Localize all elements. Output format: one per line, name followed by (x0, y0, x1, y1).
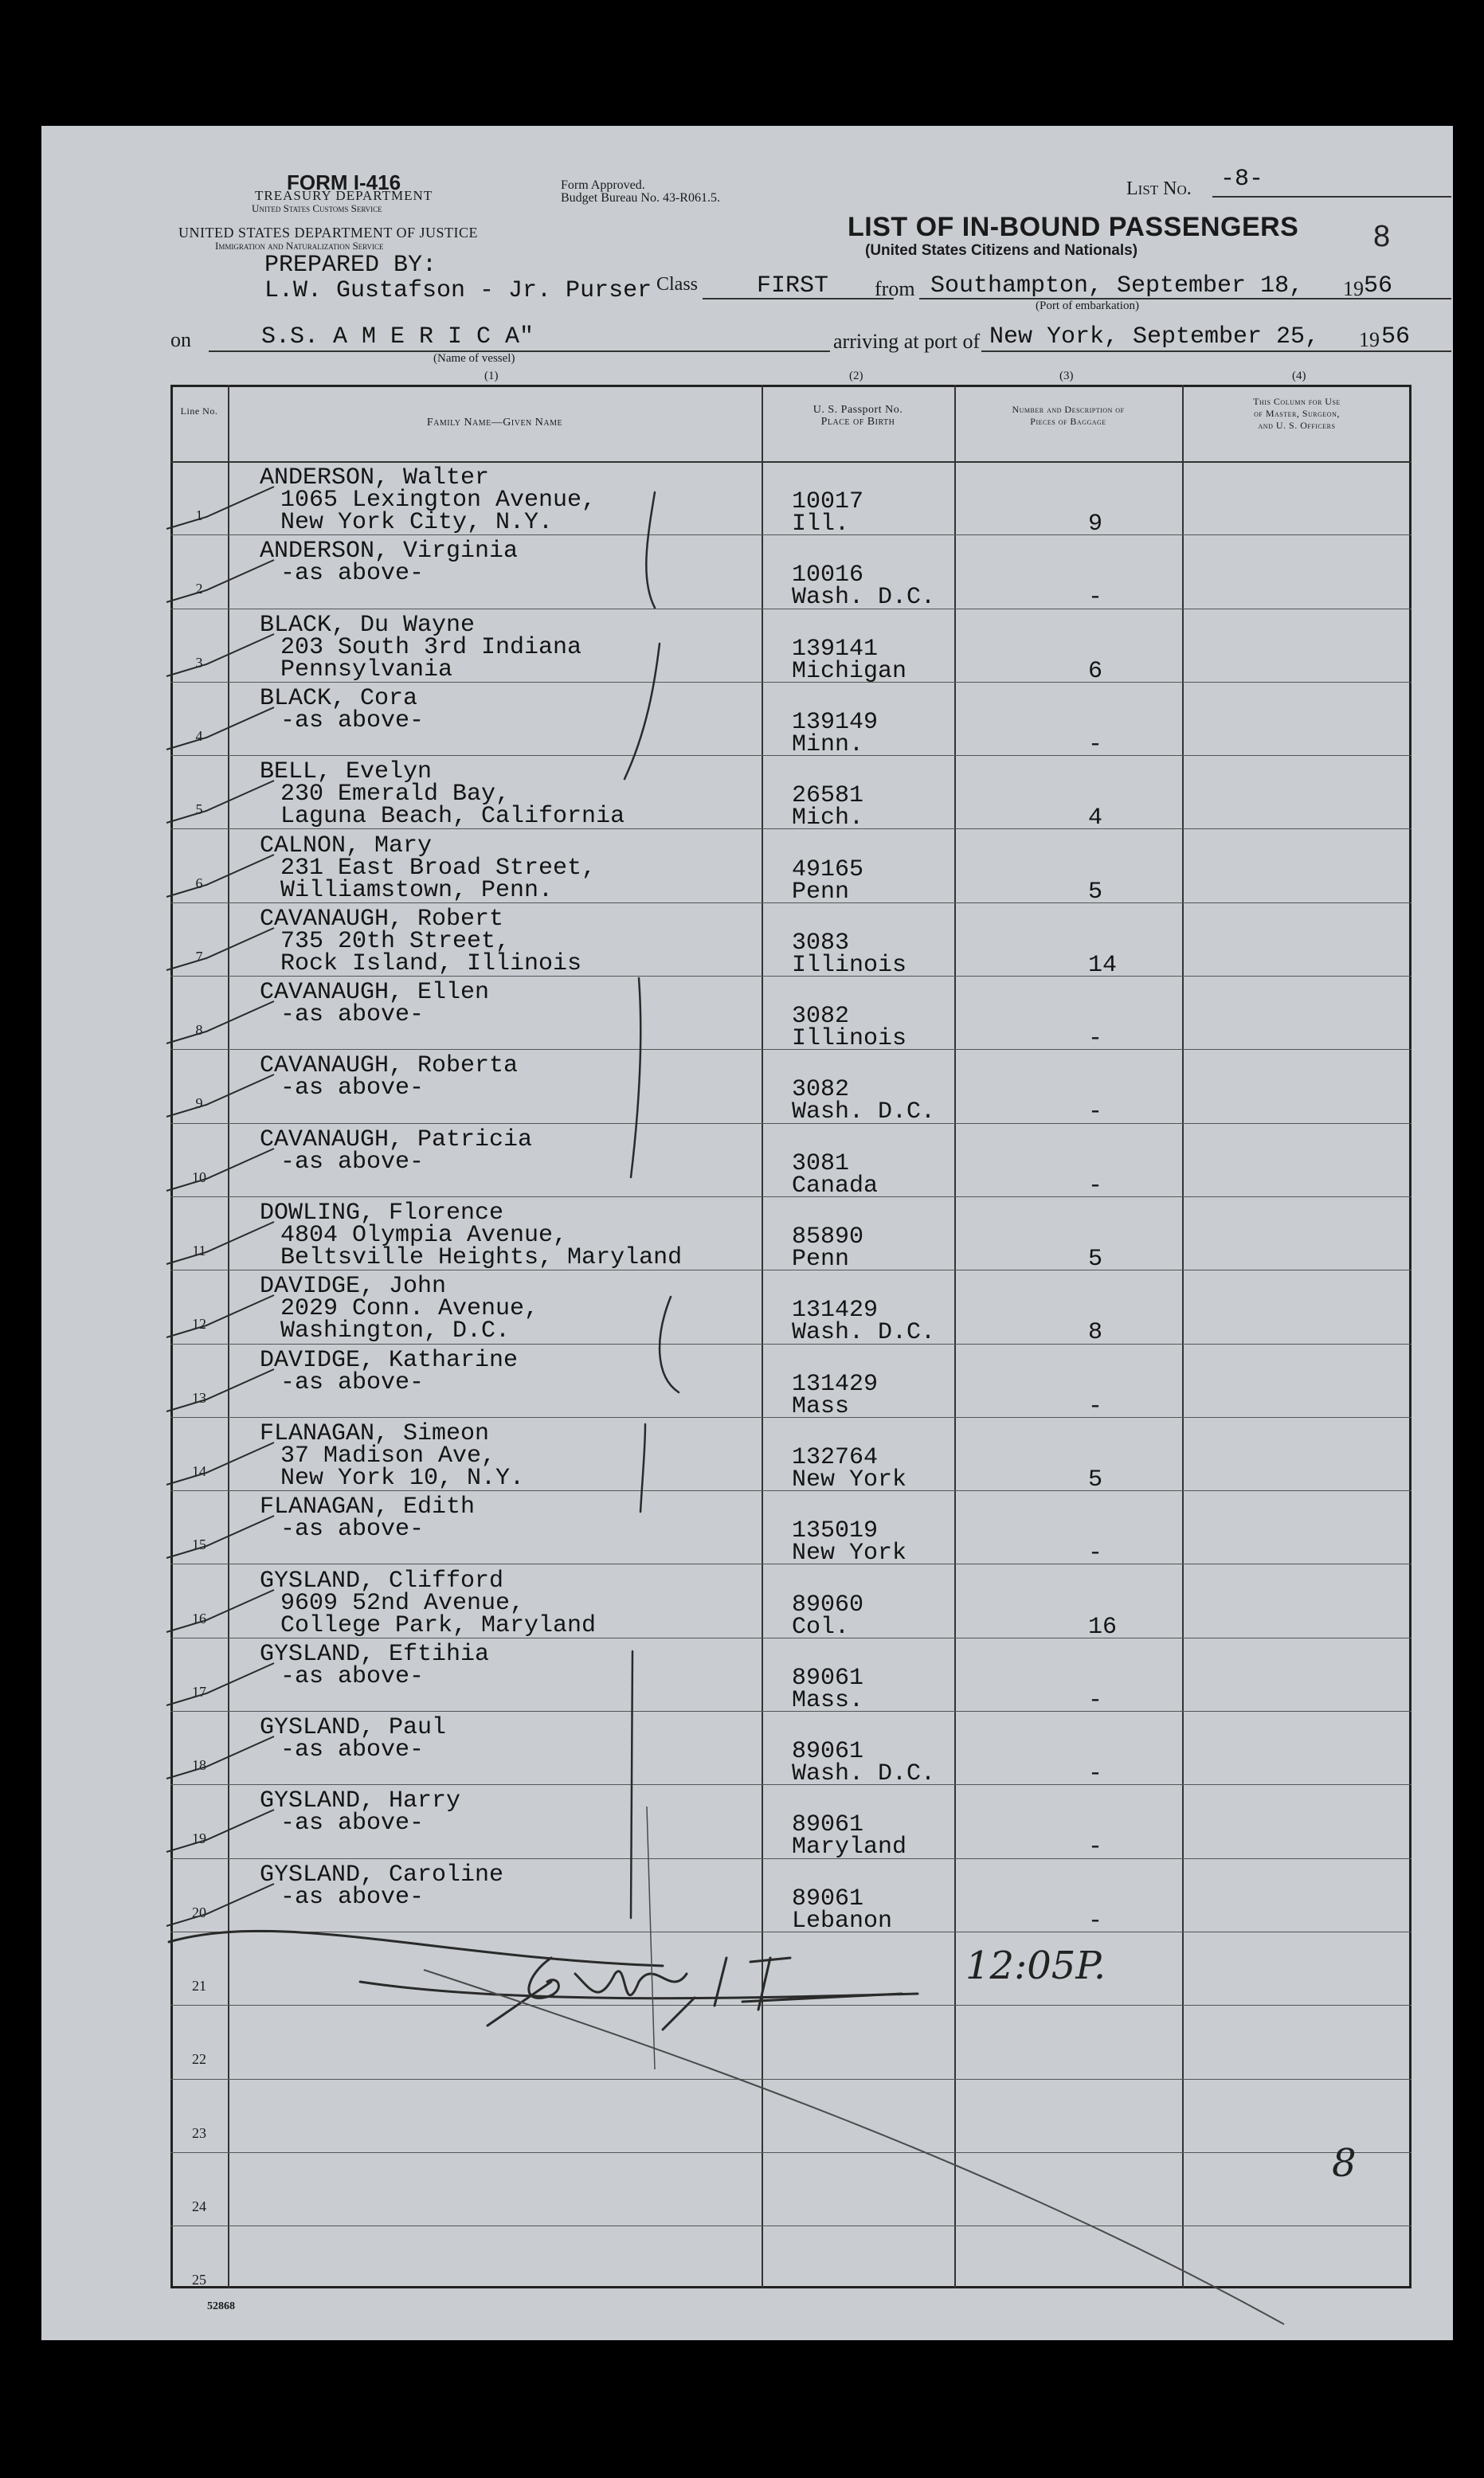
vessel-value: S.S. A M E R I C A" (261, 323, 534, 350)
on-label: on (170, 328, 191, 351)
line-number: 21 (192, 1978, 206, 1994)
passenger-name: GYSLAND, Clifford (260, 1567, 504, 1595)
place-of-birth: New York (792, 1540, 907, 1568)
baggage-count: - (1088, 1686, 1103, 1714)
place-of-birth: Penn (792, 1246, 850, 1273)
place-of-birth: Illinois (792, 951, 907, 979)
passport-number: 3082 (792, 1076, 850, 1104)
passenger-name: ANDERSON, Virginia (260, 538, 519, 566)
baggage-count: - (1088, 730, 1103, 758)
passenger-address-1: 735 20th Street, (280, 927, 511, 955)
place-of-birth: New York (792, 1466, 907, 1493)
class-label: Class (656, 274, 699, 295)
signature-scrawl (41, 126, 1453, 2340)
line-number: 6 (195, 875, 203, 891)
form-number: FORM I-416 (287, 170, 401, 194)
place-of-birth: Michigan (792, 657, 907, 685)
prepared-by-label: PREPARED BY: (264, 252, 437, 279)
passenger-address-2: Washington, D.C. (280, 1317, 511, 1345)
list-subtitle: (United States Citizens and Nationals) (865, 242, 1138, 259)
place-of-birth: Canada (792, 1172, 879, 1200)
passenger-name: CAVANAUGH, Robert (260, 905, 504, 933)
baggage-count: 8 (1088, 1319, 1103, 1347)
passenger-address-1: -as above- (280, 1001, 425, 1029)
passenger-name: BLACK, Cora (260, 684, 418, 712)
passenger-name: DOWLING, Florence (260, 1200, 504, 1227)
baggage-count: 4 (1088, 804, 1103, 832)
line-number: 5 (195, 801, 203, 818)
from-value: Southampton, September 18, (930, 272, 1304, 299)
passenger-address-2: New York 10, N.Y. (280, 1464, 525, 1492)
arriving-year: 56 (1381, 323, 1411, 350)
page-mark: 8 (1373, 220, 1391, 253)
passenger-address-1: -as above- (280, 1148, 425, 1176)
baggage-count: 5 (1088, 1466, 1103, 1493)
family-name-header: Family Name—Given Name (426, 417, 563, 429)
customs-service: United States Customs Service (252, 202, 382, 214)
passport-number: 89061 (792, 1738, 864, 1766)
passenger-address-1: 9609 52nd Avenue, (280, 1589, 525, 1617)
passenger-address-2: Williamstown, Penn. (280, 876, 554, 904)
officers-header: This Column for Use of Master, Surgeon, and U. S. Officers (1253, 396, 1341, 431)
prepared-by-value: L.W. Gustafson - Jr. Purser (264, 277, 652, 304)
treasury-dept: TREASURY DEPARTMENT (255, 188, 433, 203)
baggage-count: - (1088, 1540, 1103, 1568)
baggage-count: - (1088, 1760, 1103, 1788)
arriving-year-prefix: 19 (1359, 328, 1380, 351)
passenger-name: BELL, Evelyn (260, 758, 433, 786)
passenger-address-1: -as above- (280, 1368, 425, 1396)
arriving-label: arriving at port of (833, 330, 981, 353)
passenger-address-1: 203 South 3rd Indiana (280, 633, 582, 661)
passenger-address-2: Pennsylvania (280, 656, 453, 683)
handwritten-time: 12:05P. (965, 1944, 1106, 1988)
place-of-birth: Wash. D.C. (792, 1098, 936, 1126)
line-number: 2 (195, 581, 203, 597)
place-of-birth: Mich. (792, 804, 864, 832)
line-number: 17 (192, 1683, 206, 1700)
justice-dept: UNITED STATES DEPARTMENT OF JUSTICE (178, 225, 479, 241)
passenger-name: GYSLAND, Caroline (260, 1861, 504, 1889)
line-number: 8 (195, 1022, 203, 1039)
place-of-birth: Mass (792, 1392, 850, 1420)
passenger-address-1: -as above- (280, 560, 425, 588)
passport-number: 89061 (792, 1811, 864, 1839)
passport-number: 10017 (792, 488, 864, 515)
passenger-address-1: 37 Madison Ave, (280, 1442, 496, 1470)
passport-number: 135019 (792, 1517, 879, 1545)
passport-number: 89061 (792, 1885, 864, 1912)
passport-number: 131429 (792, 1297, 879, 1325)
passenger-address-1: 2029 Conn. Avenue, (280, 1295, 539, 1323)
passenger-name: GYSLAND, Eftihia (260, 1640, 490, 1668)
place-of-birth: Lebanon (792, 1907, 893, 1935)
passport-number: 26581 (792, 782, 864, 810)
passport-number: 3083 (792, 929, 850, 957)
passport-number: 89061 (792, 1664, 864, 1692)
passport-number: 49165 (792, 855, 864, 883)
line-number: 20 (192, 1904, 206, 1920)
baggage-count: 5 (1088, 878, 1103, 906)
passenger-name: BLACK, Du Wayne (260, 611, 476, 639)
passenger-address-1: 231 East Broad Street, (280, 854, 597, 882)
place-of-birth: Wash. D.C. (792, 1319, 936, 1347)
passenger-name: CALNON, Mary (260, 832, 433, 859)
line-number: 18 (192, 1757, 206, 1774)
arriving-value: New York, September 25, (989, 323, 1320, 350)
budget-bureau: Budget Bureau No. 43-R061.5. (561, 191, 720, 205)
line-number: 14 (192, 1462, 206, 1479)
line-number: 9 (195, 1095, 203, 1112)
passport-number: 3082 (792, 1003, 850, 1031)
line-number: 10 (192, 1169, 206, 1185)
passenger-address-1: -as above- (280, 1736, 425, 1764)
list-no-value: -8- (1220, 166, 1264, 193)
from-year: 56 (1364, 272, 1393, 299)
passenger-address-2: New York City, N.Y. (280, 509, 554, 536)
passenger-address-1: -as above- (280, 1662, 425, 1690)
passenger-address-2: College Park, Maryland (280, 1611, 597, 1639)
passport-number: 132764 (792, 1443, 879, 1471)
line-number: 23 (192, 2124, 206, 2141)
place-of-birth: Ill. (792, 511, 850, 538)
col4-number: (4) (1292, 370, 1306, 382)
passport-number: 3081 (792, 1149, 850, 1177)
footer-code: 52868 (207, 2300, 235, 2312)
line-number: 15 (192, 1537, 206, 1553)
embarkation-caption: (Port of embarkation) (1036, 299, 1139, 312)
passenger-address-1: -as above- (280, 707, 425, 734)
passport-number: 10016 (792, 562, 864, 589)
passport-number: 139141 (792, 635, 879, 663)
place-of-birth: Mass. (792, 1686, 864, 1714)
passenger-address-1: -as above- (280, 1810, 425, 1838)
line-number: 1 (195, 507, 203, 523)
line-number: 12 (192, 1316, 206, 1333)
passenger-name: GYSLAND, Harry (260, 1787, 461, 1815)
baggage-count: - (1088, 1834, 1103, 1861)
manifest-sheet (41, 126, 1453, 2340)
baggage-count: 9 (1088, 511, 1103, 538)
list-title: LIST OF IN-BOUND PASSENGERS (848, 212, 1299, 242)
baggage-count: - (1088, 1907, 1103, 1935)
baggage-count: - (1088, 584, 1103, 612)
passport-number: 131429 (792, 1370, 879, 1398)
baggage-count: - (1088, 1392, 1103, 1420)
passenger-address-1: -as above- (280, 1883, 425, 1911)
passenger-name: GYSLAND, Paul (260, 1714, 447, 1742)
line-no-header: Line No. (180, 405, 218, 417)
passenger-address-1: -as above- (280, 1516, 425, 1544)
line-number: 24 (192, 2198, 206, 2214)
line-number: 16 (192, 1610, 206, 1627)
passenger-address-2: Beltsville Heights, Maryland (280, 1244, 683, 1271)
from-label: from (875, 277, 915, 300)
place-of-birth: Wash. D.C. (792, 584, 936, 612)
passenger-name: CAVANAUGH, Patricia (260, 1125, 533, 1153)
baggage-count: - (1088, 1025, 1103, 1053)
line-number: 11 (192, 1243, 206, 1259)
from-year-prefix: 19 (1343, 277, 1364, 300)
place-of-birth: Penn (792, 878, 850, 906)
baggage-header: Number and Description of Pieces of Baggage (1012, 404, 1125, 427)
passenger-name: CAVANAUGH, Ellen (260, 979, 490, 1007)
line-number: 19 (192, 1830, 206, 1847)
baggage-count: 6 (1088, 657, 1103, 685)
col2-number: (2) (849, 370, 863, 382)
passenger-address-1: 1065 Lexington Avenue, (280, 487, 597, 514)
passenger-name: CAVANAUGH, Roberta (260, 1052, 519, 1080)
line-number: 4 (195, 727, 203, 744)
place-of-birth: Col. (792, 1613, 850, 1641)
passport-header: U. S. Passport No. Place of Birth (812, 404, 903, 428)
line-number: 7 (195, 948, 203, 965)
baggage-count: 16 (1088, 1613, 1118, 1641)
passenger-name: DAVIDGE, John (260, 1273, 447, 1301)
passport-number: 139149 (792, 708, 879, 736)
baggage-count: 14 (1088, 951, 1118, 979)
passport-number: 89060 (792, 1591, 864, 1619)
line-number: 25 (192, 2272, 206, 2288)
vessel-caption: (Name of vessel) (433, 352, 515, 365)
form-approved: Form Approved. (561, 178, 645, 192)
place-of-birth: Minn. (792, 730, 864, 758)
place-of-birth: Wash. D.C. (792, 1760, 936, 1788)
passenger-address-2: Rock Island, Illinois (280, 949, 582, 977)
baggage-count: - (1088, 1098, 1103, 1126)
place-of-birth: Maryland (792, 1834, 907, 1861)
baggage-count: - (1088, 1172, 1103, 1200)
place-of-birth: Illinois (792, 1025, 907, 1053)
line-number: 13 (192, 1389, 206, 1406)
baggage-count: 5 (1088, 1246, 1103, 1273)
passenger-address-2: Laguna Beach, California (280, 803, 625, 831)
passenger-address-1: 230 Emerald Bay, (280, 781, 511, 808)
passenger-name: DAVIDGE, Katharine (260, 1346, 519, 1374)
list-no-label: List No. (1126, 178, 1192, 199)
line-number: 3 (195, 654, 203, 671)
handwritten-corner-mark: 8 (1332, 2141, 1357, 2186)
col1-number: (1) (484, 370, 499, 382)
passenger-name: FLANAGAN, Simeon (260, 1419, 490, 1447)
passport-number: 85890 (792, 1223, 864, 1251)
line-number: 22 (192, 2051, 206, 2068)
col3-number: (3) (1059, 370, 1074, 382)
passenger-name: ANDERSON, Walter (260, 464, 490, 491)
class-value: FIRST (757, 272, 829, 299)
immigration-service: Immigration and Naturalization Service (215, 240, 384, 252)
passenger-address-1: -as above- (280, 1075, 425, 1102)
passenger-address-1: 4804 Olympia Avenue, (280, 1222, 568, 1249)
passenger-name: FLANAGAN, Edith (260, 1493, 476, 1521)
